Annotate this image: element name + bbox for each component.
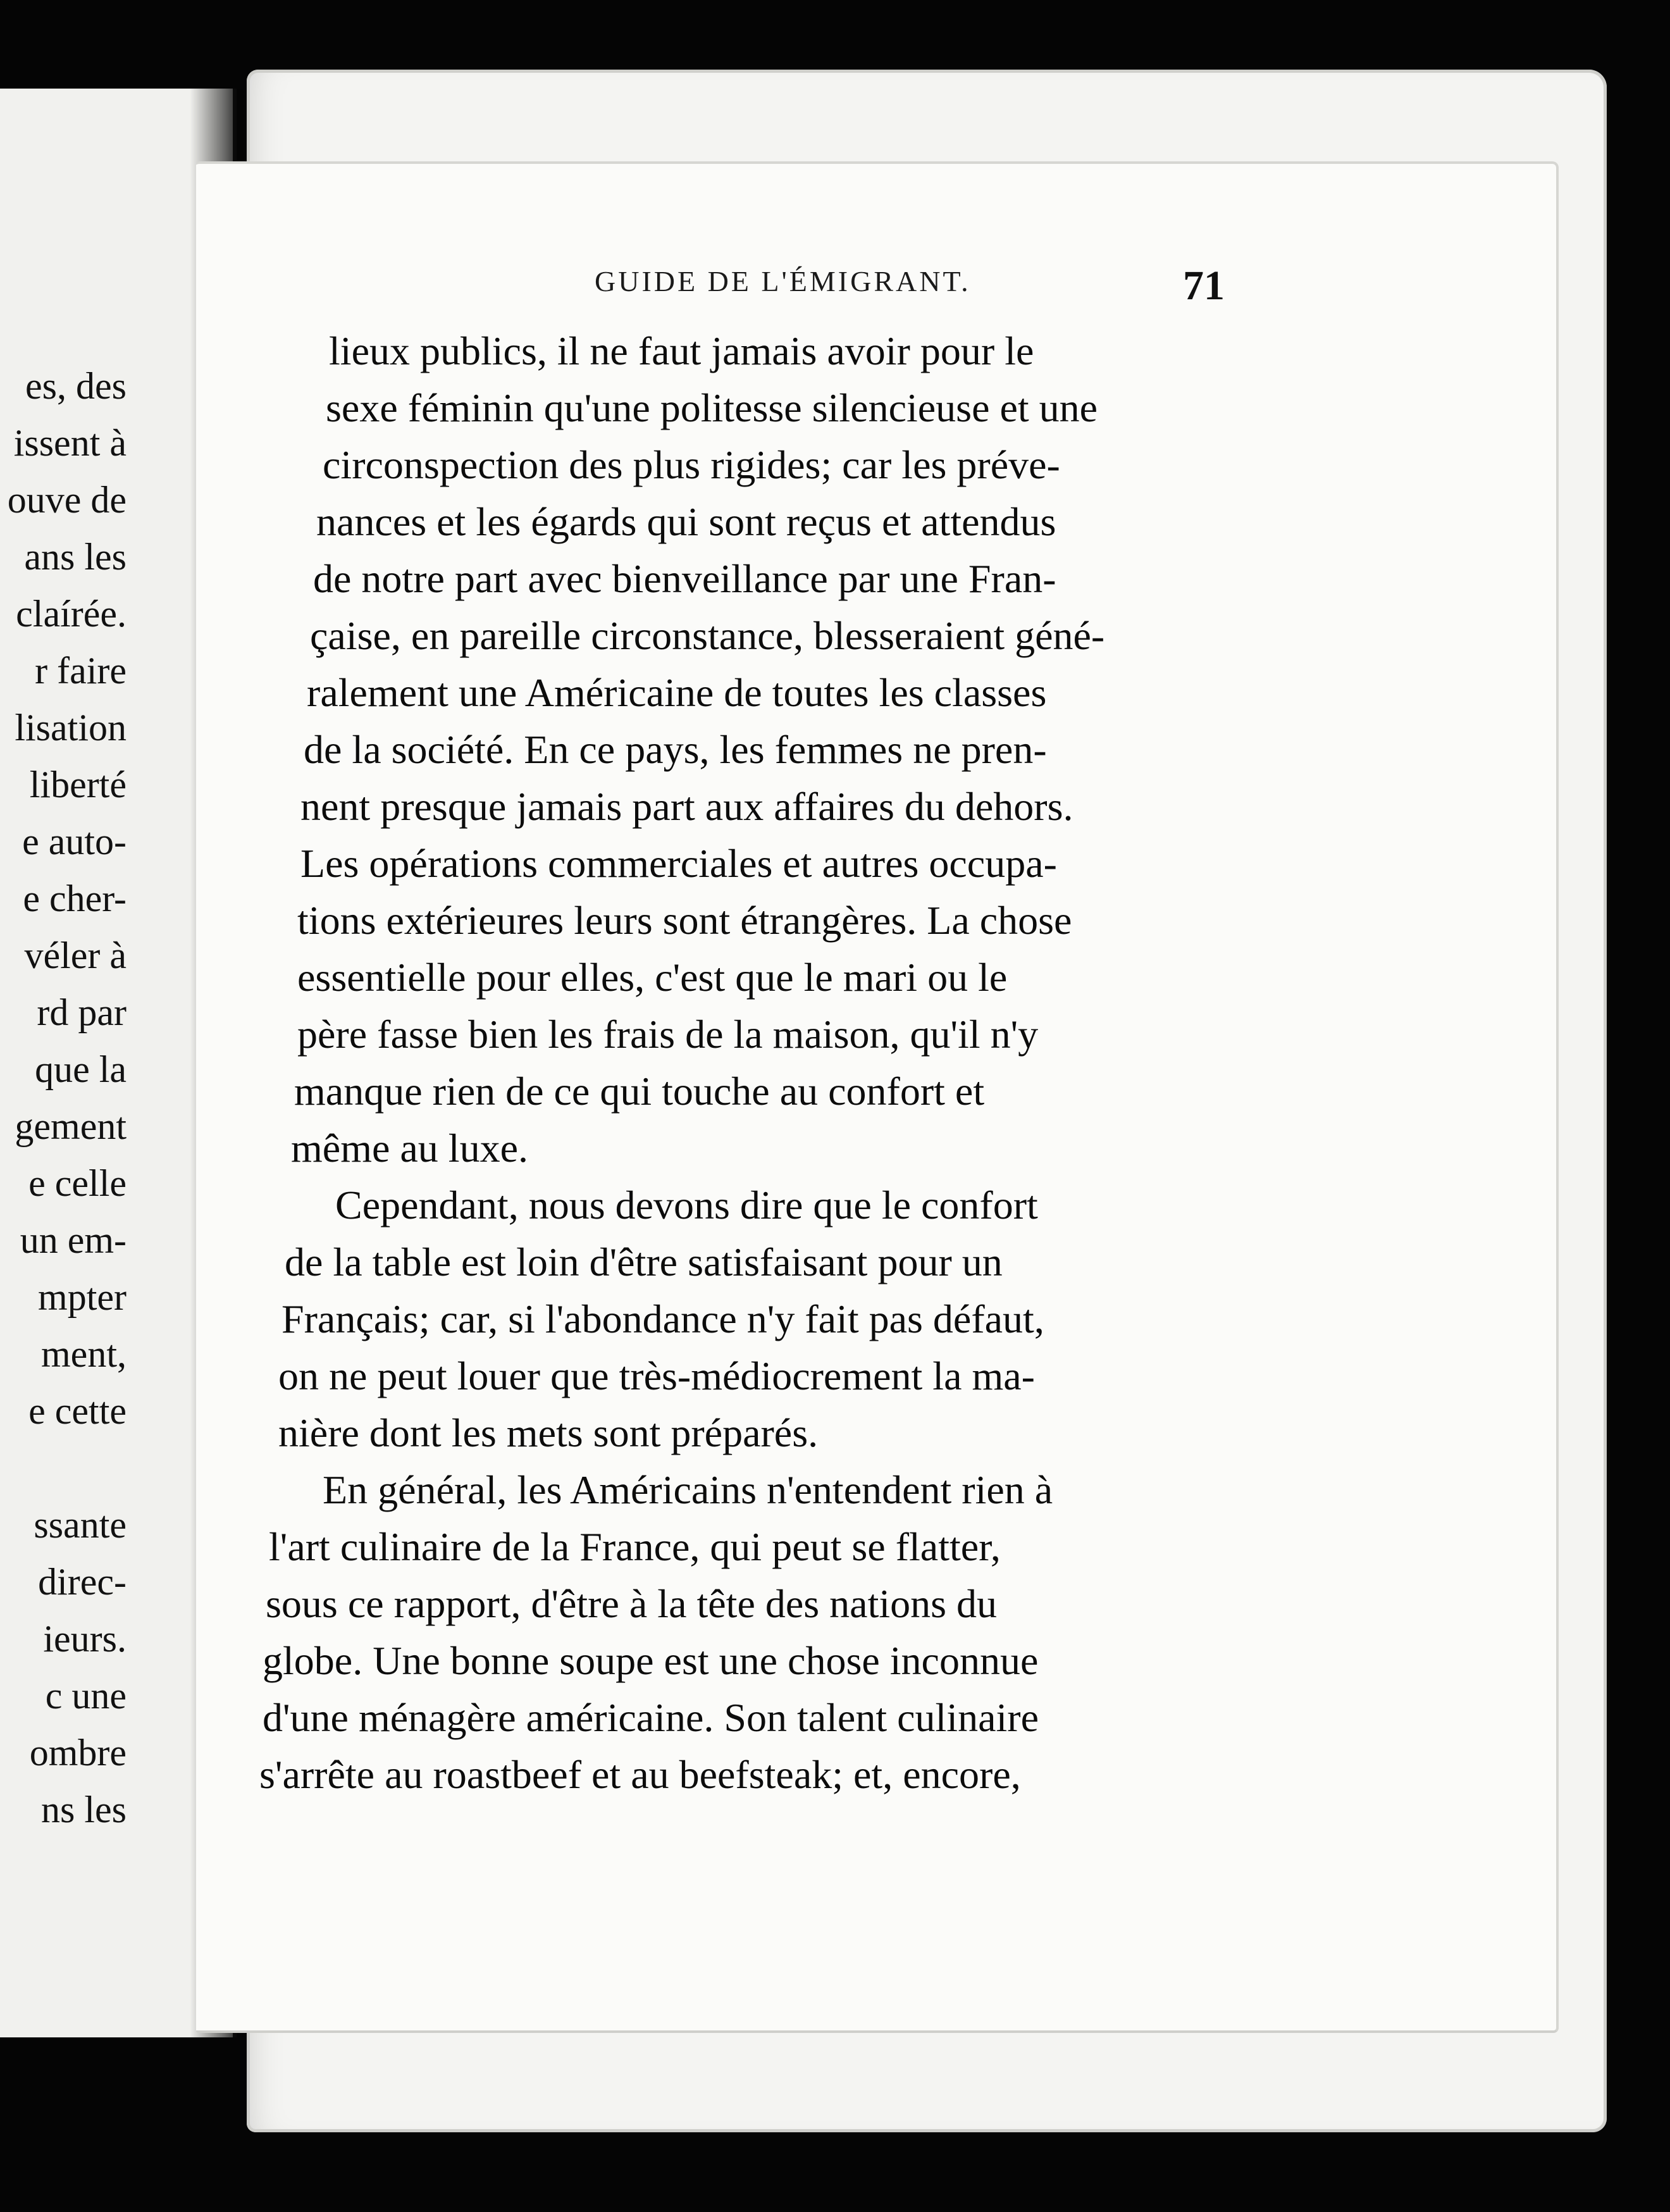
left-line: ns les	[41, 1789, 127, 1830]
left-line: issent à	[13, 422, 127, 464]
page-number: 71	[1183, 263, 1225, 309]
left-line: mpter	[38, 1276, 127, 1318]
left-line: liberté	[29, 764, 127, 805]
text-line: de la société. En ce pays, les femmes ne pren-	[304, 727, 1047, 772]
left-line: direc-	[38, 1561, 127, 1603]
text-line: tions extérieures leurs sont étrangères. La chose	[297, 898, 1072, 943]
left-line: rd par	[37, 991, 127, 1033]
text-line: lieux publics, il ne faut jamais avoir pour le	[329, 328, 1034, 373]
text-line: père fasse bien les frais de la maison, qu'il n'y	[297, 1012, 1039, 1057]
text-line: En général, les Américains n'entendent rien à	[323, 1467, 1053, 1512]
left-line: lisation	[15, 707, 127, 749]
left-line: que la	[35, 1048, 127, 1090]
left-line: ans les	[24, 536, 127, 578]
left-line: e cher-	[23, 878, 127, 919]
left-line: e auto-	[22, 821, 127, 862]
text-line: nière dont les mets sont préparés.	[278, 1410, 819, 1455]
text-line: de la table est loin d'être satisfaisant pour un	[285, 1240, 1003, 1284]
text-line: circonspection des plus rigides; car les préve-	[323, 442, 1060, 487]
text-line: s'arrête au roastbeef et au beefsteak; et, encore,	[259, 1752, 1021, 1797]
left-line: un em-	[20, 1219, 127, 1261]
text-line: manque rien de ce qui touche au confort et	[294, 1069, 985, 1114]
left-line: claírée.	[16, 593, 127, 635]
text-line: l'art culinaire de la France, qui peut se flatter,	[269, 1524, 1001, 1569]
left-line: ssante	[34, 1504, 127, 1546]
text-line: d'une ménagère américaine. Son talent culinaire	[263, 1695, 1039, 1740]
left-line: véler à	[24, 935, 127, 976]
left-line: ouve de	[7, 479, 127, 521]
text-line: sexe féminin qu'une politesse silencieuse et une	[326, 385, 1098, 430]
text-line: nances et les égards qui sont reçus et attendus	[316, 499, 1056, 544]
text-line: de notre part avec bienveillance par une Fran-	[313, 556, 1056, 601]
left-line: gement	[15, 1105, 127, 1147]
text-line: Les opérations commerciales et autres occupa-	[300, 841, 1057, 886]
left-line: e cette	[28, 1390, 127, 1432]
left-line: c une	[45, 1675, 127, 1717]
text-line: même au luxe.	[291, 1126, 528, 1171]
text-line: ralement une Américaine de toutes les classes	[307, 670, 1047, 715]
text-line: nent presque jamais part aux affaires du dehors.	[300, 784, 1073, 829]
text-line: sous ce rapport, d'être à la tête des nations du	[266, 1581, 998, 1626]
text-line: globe. Une bonne soupe est une chose inconnue	[263, 1638, 1039, 1683]
left-line: e celle	[28, 1162, 127, 1204]
left-line: ombre	[29, 1732, 127, 1774]
text-line: Français; car, si l'abondance n'y fait pas défaut,	[281, 1296, 1044, 1341]
text-line: on ne peut louer que très-médiocrement la ma-	[278, 1353, 1035, 1398]
left-line: ieurs.	[43, 1618, 127, 1660]
left-line: ment,	[41, 1333, 127, 1375]
text-line: essentielle pour elles, c'est que le mari ou le	[297, 955, 1008, 1000]
text-line: Cependant, nous devons dire que le confort	[335, 1183, 1038, 1227]
running-head: GUIDE DE L'ÉMIGRANT.	[595, 265, 971, 297]
left-line: es, des	[25, 365, 127, 407]
left-line: r faire	[35, 650, 127, 692]
text-line: çaise, en pareille circonstance, blesseraient géné-	[310, 613, 1105, 658]
